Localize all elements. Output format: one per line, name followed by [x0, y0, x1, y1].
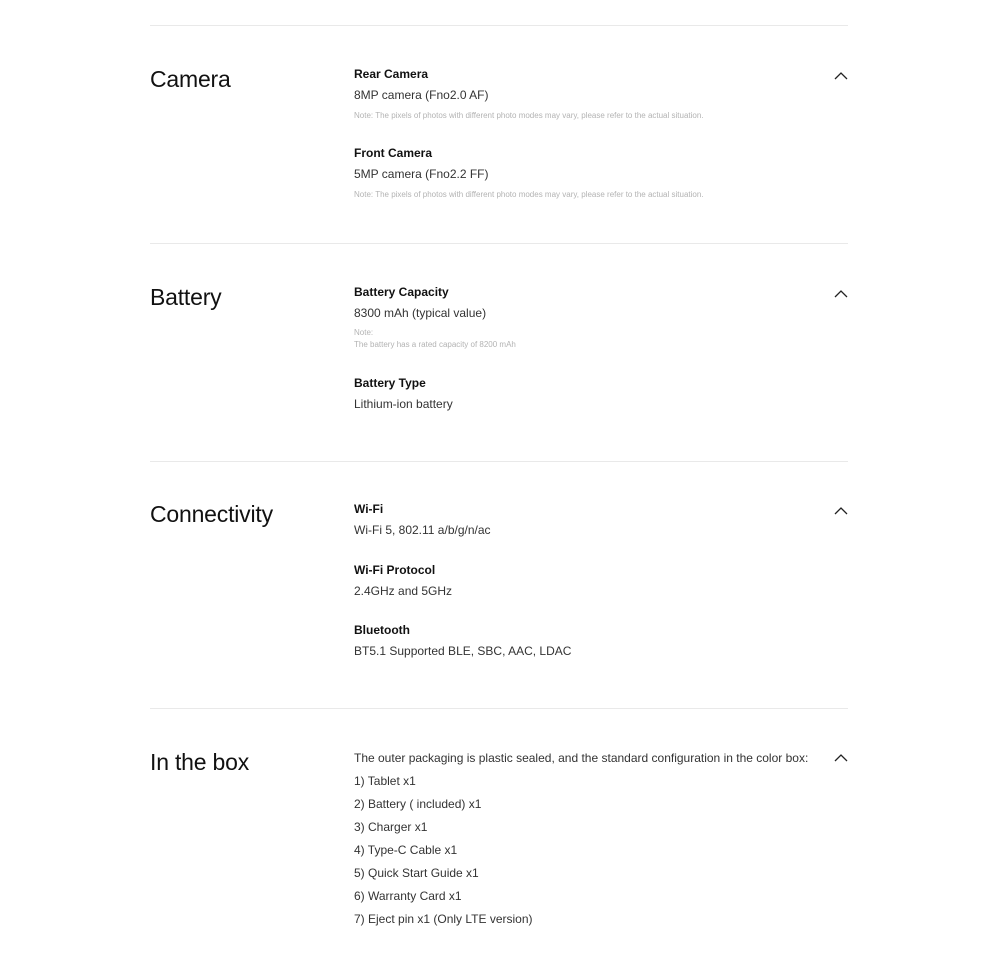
front-camera-label: Front Camera: [354, 146, 433, 160]
battery-capacity-note: The battery has a rated capacity of 8200 mAh: [354, 340, 516, 349]
section-title-in-the-box: In the box: [150, 749, 250, 775]
wifi-label: Wi-Fi: [354, 502, 384, 516]
collapse-battery-button[interactable]: [833, 287, 849, 299]
front-camera-value: 5MP camera (Fno2.2 FF): [354, 167, 489, 181]
battery-capacity-label: Battery Capacity: [354, 285, 449, 299]
battery-capacity-value: 8300 mAh (typical value): [354, 306, 487, 320]
bluetooth-value: BT5.1 Supported BLE, SBC, AAC, LDAC: [354, 644, 572, 658]
section-divider: [150, 243, 848, 244]
chevron-up-icon: [833, 287, 849, 299]
bluetooth-label: Bluetooth: [354, 623, 410, 637]
chevron-up-icon: [833, 69, 849, 81]
rear-camera-value: 8MP camera (Fno2.0 AF): [354, 88, 489, 102]
collapse-connectivity-button[interactable]: [833, 504, 849, 516]
in-the-box-intro: The outer packaging is plastic sealed, and the standard configuration in the color box:: [354, 751, 809, 765]
section-divider: [150, 25, 848, 26]
collapse-in-the-box-button[interactable]: [833, 751, 849, 763]
list-item: 7) Eject pin x1 (Only LTE version): [354, 912, 533, 926]
list-item: 1) Tablet x1: [354, 774, 416, 788]
chevron-up-icon: [833, 751, 849, 763]
battery-type-value: Lithium-ion battery: [354, 397, 453, 411]
front-camera-note: Note: The pixels of photos with different photo modes may vary, please refer to the actual situation.: [354, 190, 704, 199]
wifi-protocol-label: Wi-Fi Protocol: [354, 563, 436, 577]
section-divider: [150, 708, 848, 709]
section-title-connectivity: Connectivity: [150, 501, 273, 527]
section-divider: [150, 461, 848, 462]
section-title-camera: Camera: [150, 66, 231, 92]
rear-camera-label: Rear Camera: [354, 67, 429, 81]
list-item: 3) Charger x1: [354, 820, 428, 834]
battery-type-label: Battery Type: [354, 376, 426, 390]
wifi-value: Wi-Fi 5, 802.11 a/b/g/n/ac: [354, 523, 491, 537]
wifi-protocol-value: 2.4GHz and 5GHz: [354, 584, 453, 598]
section-title-battery: Battery: [150, 284, 222, 310]
list-item: 6) Warranty Card x1: [354, 889, 462, 903]
collapse-camera-button[interactable]: [833, 69, 849, 81]
list-item: 2) Battery ( included) x1: [354, 797, 482, 811]
list-item: 4) Type-C Cable x1: [354, 843, 458, 857]
list-item: 5) Quick Start Guide x1: [354, 866, 479, 880]
battery-capacity-note-heading: Note:: [354, 328, 374, 337]
rear-camera-note: Note: The pixels of photos with different photo modes may vary, please refer to the actual situation.: [354, 111, 704, 120]
chevron-up-icon: [833, 504, 849, 516]
